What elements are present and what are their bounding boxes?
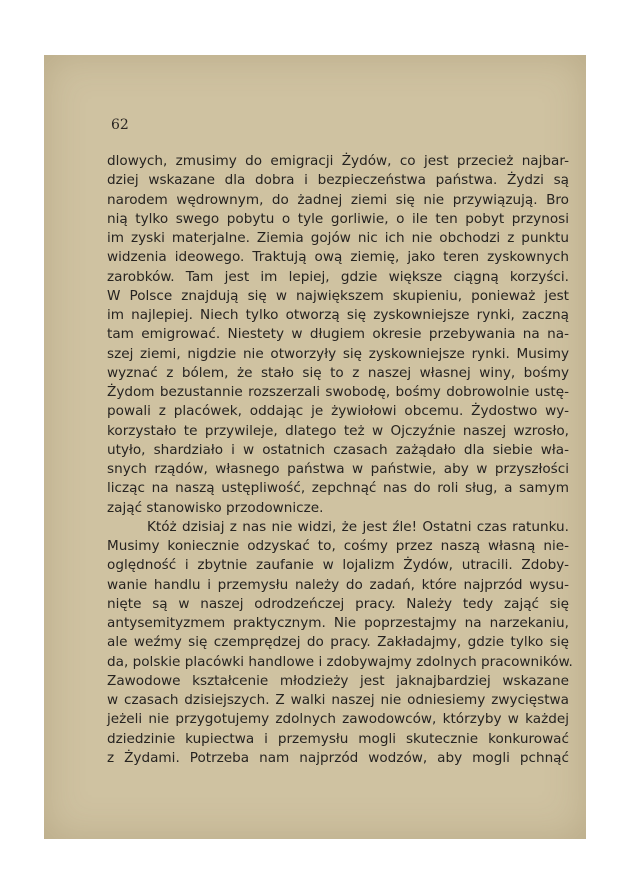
text-line: z Żydami. Potrzeba nam najprzód wodzów, aby mogli pchnąć bbox=[107, 749, 569, 766]
text-line: widzenia ideowego. Traktują ową ziemię, jako teren zyskownych bbox=[107, 249, 569, 266]
text-line: powali z placówek, oddając je żywiołowi obcemu. Żydostwo wy- bbox=[107, 403, 569, 420]
text-line: jeżeli nie przygotujemy zdolnych zawodowców, którzyby w każdej bbox=[107, 711, 569, 728]
text-line: Któż dzisiaj z nas nie widzi, że jest źle! Ostatni czas ratunku. bbox=[147, 518, 569, 535]
text-line: da, polskie placówki handlowe i zdobywajmy zdolnych pracowników. bbox=[107, 653, 573, 670]
text-line: Zawodowe kształcenie młodzieży jest jaknajbardziej wskazane bbox=[107, 672, 569, 689]
text-line: dziedzinie kupiectwa i przemysłu mogli skutecznie konkurować bbox=[107, 730, 569, 747]
text-line: zarobków. Tam jest im lepiej, gdzie większe ciągną korzyści. bbox=[107, 268, 569, 285]
text-line: wyznać z bólem, że stało się to z naszej własnej winy, bośmy bbox=[107, 364, 569, 381]
text-line: oględność i zbytnie zaufanie w lojalizm Żydów, utracili. Zdoby- bbox=[107, 557, 569, 574]
text-line: snych rządów, własnego państwa w państwie, aby w przyszłości bbox=[107, 461, 569, 477]
body-text bbox=[107, 152, 573, 768]
text-line: licząc na naszą ustępliwość, zepchnąć nas do roli sług, a samym bbox=[107, 480, 569, 497]
text-line: Żydom bezustannie rozszerzali swobodę, bośmy dobrowolnie ustę- bbox=[107, 384, 569, 400]
text-line: dziej wskazane dla dobra i bezpieczeństwa państwa. Żydzi są bbox=[107, 172, 569, 189]
text-line: Musimy koniecznie odzyskać to, cośmy przez naszą własną nie- bbox=[107, 538, 569, 554]
text-line: korzystało te przywileje, dlatego też w Ojczyźnie naszej wzrosło, bbox=[107, 422, 569, 439]
text-line: ale weźmy się czemprędzej do pracy. Zakładajmy, gdzie tylko się bbox=[107, 634, 569, 651]
text-line: w czasach dzisiejszych. Z walki naszej nie odniesiemy zwycięstwa bbox=[107, 692, 569, 708]
text-line: utyło, shardziało i w ostatnich czasach zażądało dla siebie wła- bbox=[107, 441, 569, 458]
text-line: antysemityzmem praktycznym. Nie poprzestajmy na narzekaniu, bbox=[107, 615, 569, 631]
text-line: zająć stanowisko przodownicze. bbox=[107, 499, 324, 516]
text-line: nięte są w naszej odrodzeńczej pracy. Należy tedy zająć się bbox=[107, 595, 569, 612]
text-line: szej ziemi, nigdzie nie otworzyły się zyskowniejsze rynki. Musimy bbox=[107, 345, 569, 362]
text-line: narodem wędrownym, do żadnej ziemi się nie przywiązują. Bro bbox=[107, 191, 569, 208]
text-line: dlowych, zmusimy do emigracji Żydów, co jest przecież najbar- bbox=[107, 153, 569, 169]
text-line: tam emigrować. Niestety w długiem okresie przebywania na na- bbox=[107, 326, 569, 343]
text-line: im zyski materjalne. Ziemia gojów nic ich nie obchodzi z punktu bbox=[107, 230, 569, 246]
text-line: W Polsce znajdują się w największem skupieniu, ponieważ jest bbox=[107, 287, 569, 304]
text-line: wanie handlu i przemysłu należy do zadań, które najprzód wysu- bbox=[107, 576, 569, 593]
page-number: 62 bbox=[111, 117, 129, 133]
text-line: nią tylko swego pobytu o tyle gorliwie, o ile ten pobyt przynosi bbox=[107, 210, 569, 227]
text-line: im najlepiej. Niech tylko otworzą się zyskowniejsze rynki, zaczną bbox=[107, 307, 569, 323]
